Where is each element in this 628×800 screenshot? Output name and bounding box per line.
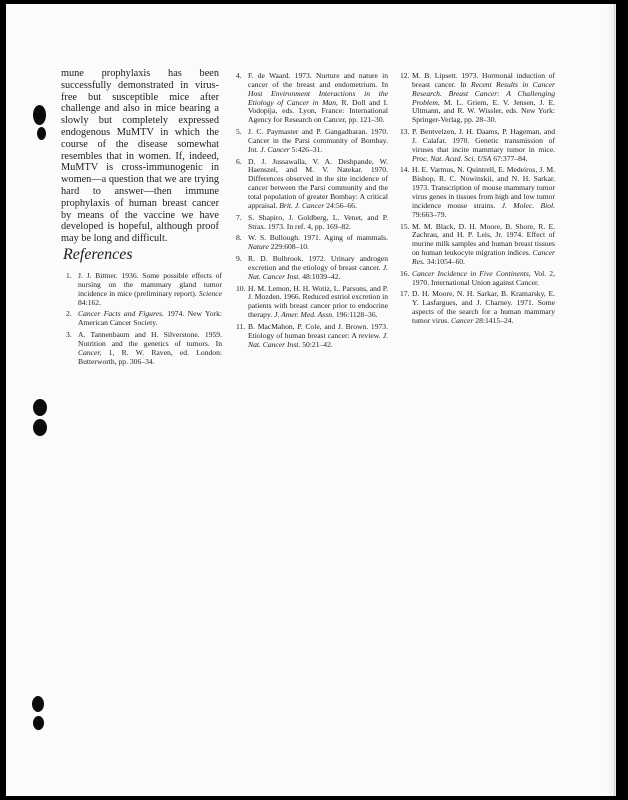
references-column-3 xyxy=(400,72,555,329)
reference-number: 1. xyxy=(66,271,72,280)
binder-hole-mark xyxy=(33,716,44,730)
reference-number: 15. xyxy=(400,221,410,231)
intro-paragraph: mune prophylaxis has been successfully demonstrated in virus-free but susceptible mice after challenge and also in mice bearing a slowly but completely expressed endogenous MuMTV in which the course of the disease somewhat resembles that in women. If, indeed, MuMTV is cross-immunogenic in women—a question that we are trying hard to answer—then immune prophylaxis of human breast cancer by means of the vaccine we have developed is hopeful, although proof may be long and difficult. xyxy=(61,68,219,245)
page-edge-line xyxy=(614,4,615,796)
reference-item: 1. J. J. Bittner. 1936. Some possible effects of nursing on the mammary gland tumor incidence in mice (preliminary report). Science 84:162. xyxy=(66,271,222,307)
reference-item: 3. A. Tannenbaum and H. Silverstone. 1959. Nutrition and the genetics of tumors. In Cancer, 1, R. W. Raven, ed. London: Butterworth, pp. 306–34. xyxy=(66,330,222,366)
reference-number: 4. xyxy=(236,71,242,80)
reference-item: 9. R. D. Bulbrook. 1972. Urinary androgen excretion and the etiology of breast cancer. J. Nat. Cancer Inst. 48:1039–42. xyxy=(236,254,388,281)
reference-item: 16. Cancer Incidence in Five Continents, Vol. 2, 1970. International Union against Cancer. xyxy=(400,268,555,287)
reference-number: 2. xyxy=(66,309,72,319)
reference-number: 8. xyxy=(236,233,242,243)
reference-number: 17. xyxy=(400,289,410,299)
references-column-1 xyxy=(66,272,222,369)
document-page xyxy=(6,4,616,796)
reference-item: 14. H. E. Varmus, N. Quintrell, E. Medeiros, J. M. Bishop, R. C. Nowinskii, and N. H. Sarkar. 1973. Transcription of mouse mammary tumor virus genes in tissues from high and low tumor incidence mouse strains. J. Molec. Biol. 79:663–79. xyxy=(400,165,555,219)
reference-number: 9. xyxy=(236,254,242,264)
reference-item: 8. W. S. Bullough. 1971. Aging of mammals. Nature 229:608–10. xyxy=(236,233,388,252)
reference-number: 13. xyxy=(400,127,410,137)
reference-number: 3. xyxy=(66,330,72,340)
reference-number: 14. xyxy=(400,165,410,175)
reference-item: 10. H. M. Lemon, H. H. Wotiz, L. Parsons, and P. J. Mozden. 1966. Reduced estriol excretion in patients with breast cancer prior to endocrine therapy. J. Amer. Med. Assn. 196:1128–36. xyxy=(236,283,388,320)
references-column-2 xyxy=(236,72,388,352)
reference-item: 7. S. Shapiro, J. Goldberg, L. Venet, and P. Strax. 1973. In ref. 4, pp. 169–82. xyxy=(236,212,388,231)
reference-item: 5. J. C. Paymaster and P. Gangadharan. 1970. Cancer in the Parsi community of Bombay. Int. J. Cancer 5:426–31. xyxy=(236,127,388,154)
reference-item: 12. M. B. Lipsett. 1973. Hormonal induction of breast cancer. In Recent Results in Cancer Research. Breast Cancer: A Challenging Problem, M. L. Griem, E. V. Jensen, J. E. Ultmann, and R. W. Wissler, eds. New York: Springer-Verlag, pp. 28–30. xyxy=(400,71,555,125)
reference-number: 11. xyxy=(236,321,246,331)
reference-number: 6. xyxy=(236,156,242,166)
reference-item: 15. M. M. Black, D. H. Moore, B. Shore, R. E. Zachrau, and H. P. Leis, Jr. 1974. Effect of murine milk samples and human breast tissues on human leukocyte migration indices. Cancer Res. 34:1054–60. xyxy=(400,221,555,266)
reference-item: 2. Cancer Facts and Figures. 1974. New York: American Cancer Society. xyxy=(66,309,222,328)
binder-hole-mark xyxy=(37,127,46,140)
reference-item: 13. P. Bentvelzen, J. H. Daams, P. Hageman, and J. Calafat. 1970. Genetic transmission of viruses that incite mammary tumor in mice. Proc. Nat. Acad. Sci. USA 67:377–84. xyxy=(400,127,555,163)
binder-hole-mark xyxy=(33,105,46,125)
reference-item: 4. F. de Waard. 1973. Nurture and nature in cancer of the breast and endometrium. In Host Environment Interactions in the Etiology of Cancer in Man, R. Doll and I. Vodopija, eds. Lyon, France: International Agency for Research on Cancer, pp. 121–30. xyxy=(236,71,389,125)
reference-number: 16. xyxy=(400,268,410,278)
reference-item: 6. D. J. Jussawalla, V. A. Deshpande, W. Haenszel, and M. V. Natekar. 1970. Differences observed in the site incidence of cancer between the Parsi community and the total population of greater Bombay: A critical appraisal. Brit. J. Cancer 24:56–66. xyxy=(236,156,388,210)
binder-hole-mark xyxy=(33,399,47,416)
reference-item: 11. B. MacMahon, P. Cole, and J. Brown. 1973. Etiology of human breast cancer: A review. J. Nat. Cancer Inst. 50:21–42. xyxy=(236,321,388,349)
reference-number: 10. xyxy=(236,283,246,293)
references-heading: References xyxy=(63,246,133,263)
reference-number: 7. xyxy=(236,212,242,222)
binder-hole-mark xyxy=(32,696,44,712)
binder-hole-mark xyxy=(33,419,47,436)
reference-item: 17. D. H. Moore, N. H. Sarkar, B. Kramarsky, E. Y. Lasfargues, and J. Charney. 1971. Some aspects of the search for a human mammary tumor virus. Cancer 28:1415–24. xyxy=(400,289,555,325)
reference-number: 5. xyxy=(236,127,242,137)
reference-number: 12. xyxy=(400,71,410,80)
